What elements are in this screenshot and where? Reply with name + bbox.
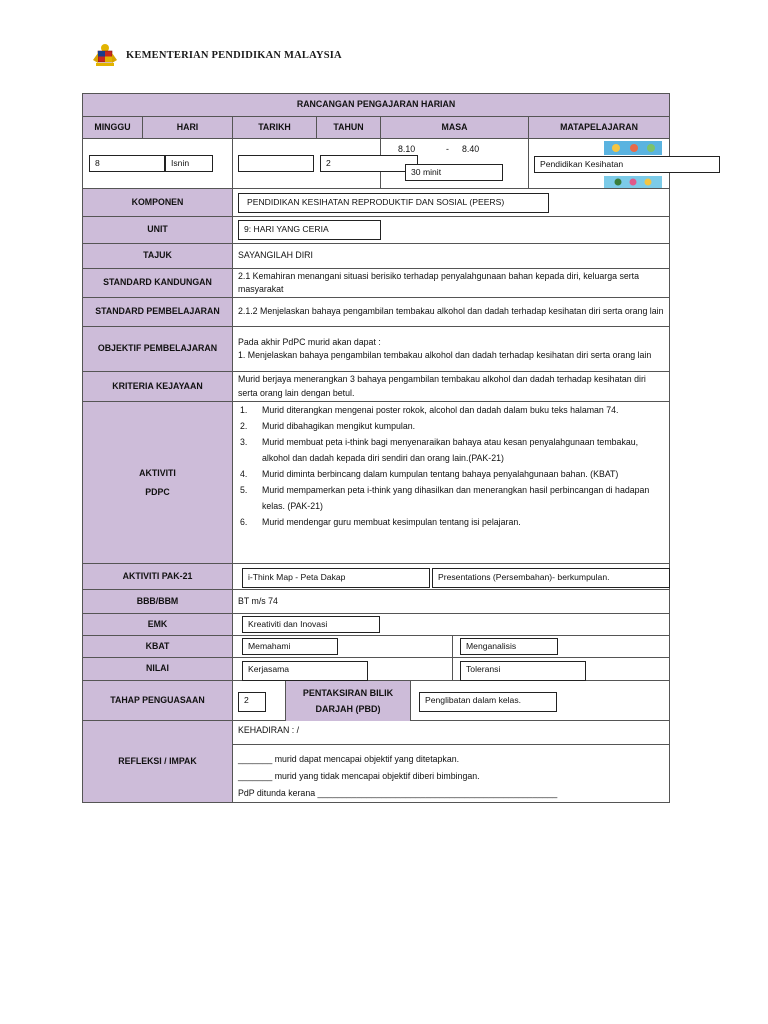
tarikh-field[interactable] bbox=[238, 155, 314, 172]
pak21-field-b[interactable]: Presentations (Persembahan)- berkumpulan. bbox=[432, 568, 670, 588]
header-hari: HARI bbox=[143, 117, 233, 139]
aktiviti-number: 4. bbox=[240, 469, 248, 479]
ministry-title: KEMENTERIAN PENDIDIKAN MALAYSIA bbox=[126, 50, 342, 61]
label-pdpc: PDPC bbox=[145, 486, 170, 497]
tahap-field[interactable]: 2 bbox=[238, 692, 266, 712]
masa-separator: - bbox=[446, 143, 449, 154]
label-emk: EMK bbox=[83, 614, 233, 636]
bbb-value: BT m/s 74 bbox=[233, 590, 670, 614]
aktiviti-list bbox=[238, 402, 664, 530]
nilai-field-b[interactable]: Toleransi bbox=[460, 661, 586, 681]
table-title: RANCANGAN PENGAJARAN HARIAN bbox=[83, 94, 670, 117]
label-tajuk: TAJUK bbox=[83, 244, 233, 269]
label-aktiviti-pak21: AKTIVITI PAK-21 bbox=[83, 564, 233, 590]
label-aktiviti: AKTIVITI bbox=[139, 467, 176, 478]
aktiviti-text: Murid membuat peta i-think bagi menyenaraikan bahaya atau kesan penyalahgunaan tembakau, alkohol dan dadah kepada diri sendiri dan orang lain.(PAK-21) bbox=[262, 437, 639, 463]
aktiviti-text: Murid mempamerkan peta i-think yang dihasilkan dan menerangkan hasil perbincangan di hadapan kelas. (PAK-21) bbox=[262, 485, 650, 511]
komponen-field[interactable]: PENDIDIKAN KESIHATAN REPRODUKTIF DAN SOSIAL (PEERS) bbox=[238, 193, 549, 213]
aktiviti-number: 5. bbox=[240, 485, 248, 495]
aktiviti-number: 3. bbox=[240, 437, 248, 447]
aktiviti-number: 2. bbox=[240, 421, 248, 431]
kriteria-value: Murid berjaya menerangkan 3 bahaya pengambilan tembakau alkohol dan dadah terhadap kesihatan diri serta orang lain dengan betul. bbox=[233, 372, 670, 402]
nilai-divider bbox=[452, 658, 453, 681]
lesson-plan-table bbox=[82, 93, 670, 803]
label-bbb: BBB/BBM bbox=[83, 590, 233, 614]
masa-start: 8.10 bbox=[398, 143, 416, 154]
kbat-field-b[interactable]: Menganalisis bbox=[460, 638, 558, 655]
aktiviti-number: 6. bbox=[240, 517, 248, 527]
label-refleksi: REFLEKSI / IMPAK bbox=[83, 721, 233, 803]
aktiviti-item bbox=[238, 482, 664, 514]
label-nilai: NILAI bbox=[83, 658, 233, 681]
coat-of-arms-icon bbox=[90, 42, 120, 68]
header-masa: MASA bbox=[381, 117, 529, 139]
masa-duration-field[interactable]: 30 minit bbox=[405, 164, 503, 181]
minggu-field[interactable]: 8 bbox=[89, 155, 165, 172]
aktiviti-text: Murid dibahagikan mengikut kumpulan. bbox=[262, 421, 416, 431]
label-pbd: PENTAKSIRAN BILIK DARJAH (PBD) bbox=[285, 681, 411, 721]
header-matapelajaran: MATAPELAJARAN bbox=[529, 117, 670, 139]
unit-field[interactable]: 9: HARI YANG CERIA bbox=[238, 220, 381, 240]
aktiviti-text: Murid mendengar guru membuat kesimpulan tentang isi pelajaran. bbox=[262, 517, 521, 527]
aktiviti-item bbox=[238, 434, 664, 466]
kehadiran-line: KEHADIRAN : / bbox=[238, 725, 300, 735]
objektif-intro: Pada akhir PdPC murid akan dapat : bbox=[238, 336, 381, 347]
header-minggu: MINGGU bbox=[83, 117, 143, 139]
label-objektif: OBJEKTIF PEMBELAJARAN bbox=[83, 327, 233, 372]
pbd-field[interactable]: Penglibatan dalam kelas. bbox=[419, 692, 557, 712]
masa-end: 8.40 bbox=[462, 143, 480, 154]
kbat-field-a[interactable]: Memahami bbox=[242, 638, 338, 655]
hari-field[interactable]: Isnin bbox=[165, 155, 213, 172]
pak21-field-a[interactable]: i-Think Map - Peta Dakap bbox=[242, 568, 430, 588]
tahun-field[interactable]: 2 bbox=[320, 155, 418, 172]
tajuk-value: SAYANGILAH DIRI bbox=[233, 244, 670, 269]
matapelajaran-field[interactable]: Pendidikan Kesihatan bbox=[534, 156, 720, 173]
header-tarikh: TARIKH bbox=[233, 117, 317, 139]
header-tahun: TAHUN bbox=[317, 117, 381, 139]
aktiviti-text: Murid diterangkan mengenai poster rokok, alcohol dan dadah dalam buku teks halaman 74. bbox=[262, 405, 619, 415]
label-standard-pembelajaran: STANDARD PEMBELAJARAN bbox=[83, 298, 233, 327]
aktiviti-item bbox=[238, 466, 664, 482]
label-kriteria: KRITERIA KEJAYAAN bbox=[83, 372, 233, 402]
aktiviti-text: Murid diminta berbincang dalam kumpulan tentang bahaya penyalahgunaan bahan. (KBAT) bbox=[262, 469, 619, 479]
objektif-item: 1. Menjelaskan bahaya pengambilan tembakau alkohol dan dadah terhadap kesihatan diri serta orang lain bbox=[238, 350, 652, 360]
aktiviti-number: 1. bbox=[240, 405, 248, 415]
refleksi-line-3: PdP ditunda kerana _________________________________________________ bbox=[238, 788, 558, 798]
standard-pembelajaran-value: 2.1.2 Menjelaskan bahaya pengambilan tembakau alkohol dan dadah terhadap kesihatan diri serta orang lain bbox=[233, 298, 670, 327]
aktiviti-item bbox=[238, 402, 664, 418]
aktiviti-item bbox=[238, 514, 664, 530]
label-komponen: KOMPONEN bbox=[83, 189, 233, 217]
emk-field[interactable]: Kreativiti dan Inovasi bbox=[242, 616, 380, 633]
label-tahap-penguasaan: TAHAP PENGUASAAN bbox=[83, 681, 233, 721]
standard-kandungan-value: 2.1 Kemahiran menangani situasi berisiko terhadap penyalahgunaan bahan kepada diri, keluarga serta masyarakat bbox=[233, 269, 670, 298]
aktiviti-item bbox=[238, 418, 664, 434]
kbat-divider bbox=[452, 635, 453, 658]
subject-banner-icon bbox=[604, 141, 662, 155]
label-unit: UNIT bbox=[83, 217, 233, 244]
refleksi-line-2: _______ murid yang tidak mencapai objektif diberi bimbingan. bbox=[238, 771, 480, 781]
label-standard-kandungan: STANDARD KANDUNGAN bbox=[83, 269, 233, 298]
label-kbat: KBAT bbox=[83, 636, 233, 658]
refleksi-line-1: _______ murid dapat mencapai objektif yang ditetapkan. bbox=[238, 754, 460, 764]
subject-banner-bottom-icon bbox=[604, 176, 662, 188]
nilai-field-a[interactable]: Kerjasama bbox=[242, 661, 368, 681]
